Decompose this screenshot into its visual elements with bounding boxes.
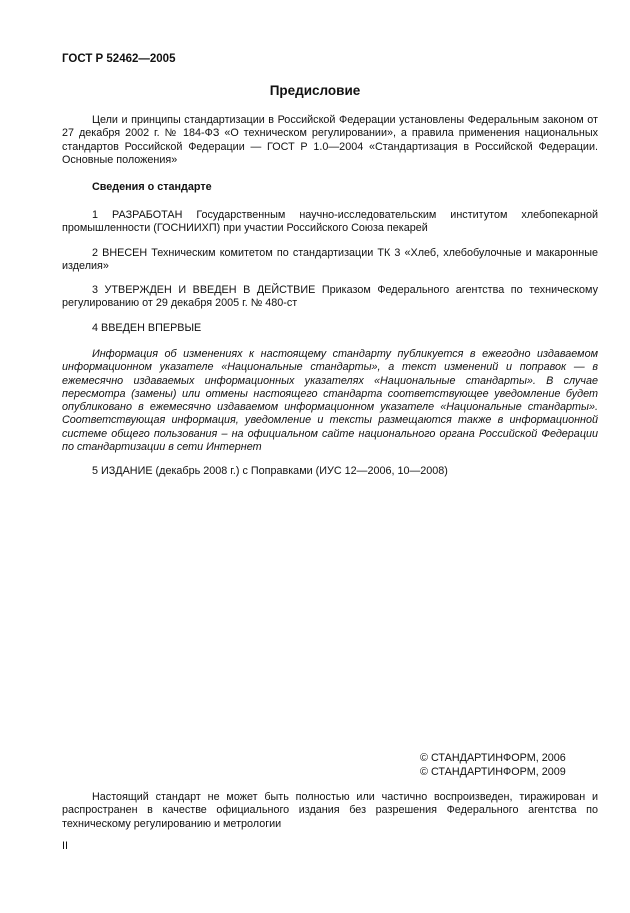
standard-code-header: ГОСТ Р 52462—2005 — [62, 53, 176, 65]
item-4: 4 ВВЕДЕН ВПЕРВЫЕ — [92, 322, 202, 334]
item-2: 2 ВНЕСЕН Техническим комитетом по стандартизации ТК 3 «Хлеб, хлебобулочные и макаронные изделия» — [62, 247, 598, 273]
intro-paragraph: Цели и принципы стандартизации в Российской Федерации установлены Федеральным законом от 27 декабря 2002 г. № 184-ФЗ «О техническом регулировании», а правила применения национальных стандартов Российской Федерации — ГОСТ Р 1.0—2004 «Стандартизация в Российской Федерации. Основные положения» — [62, 114, 598, 166]
item-1: 1 РАЗРАБОТАН Государственным научно-исследовательским институтом хлебопекарной промышленности (ГОСНИИХП) при участии Российского Союза пекарей — [62, 209, 598, 235]
item-3: 3 УТВЕРЖДЕН И ВВЕДЕН В ДЕЙСТВИЕ Приказом Федерального агентства по техническому регулированию от 29 декабря 2005 г. № 480-ст — [62, 284, 598, 310]
page-title: Предисловие — [269, 83, 361, 98]
copyright-2006: © СТАНДАРТИНФОРМ, 2006 — [420, 752, 566, 764]
edition-paragraph: 5 ИЗДАНИЕ (декабрь 2008 г.) с Поправками (ИУС 12—2006, 10—2008) — [92, 465, 448, 477]
copyright-2009: © СТАНДАРТИНФОРМ, 2009 — [420, 766, 566, 778]
section-heading: Сведения о стандарте — [92, 181, 212, 193]
legal-notice: Настоящий стандарт не может быть полностью или частично воспроизведен, тиражирован и распространен в качестве официального издания без разрешения Федерального агентства по техническому регулированию и метрологии — [62, 791, 598, 830]
info-paragraph: Информация об изменениях к настоящему стандарту публикуется в ежегодно издаваемом информационном указателе «Национальные стандарты», а текст изменений и поправок — в ежемесячно издаваемых информационных указателях «Национальные стандарты». В случае пересмотра (замены) или отмены настоящего стандарта соответствующее уведомление будет опубликовано в ежемесячно издаваемом информационном указателе «Национальные стандарты». Соответствующая информация, уведомление и тексты размещаются также в информационной системе общего пользования – на официальном сайте национального органа Российской Федерации по стандартизации в сети Интернет — [62, 348, 598, 454]
page-number: II — [62, 840, 68, 852]
